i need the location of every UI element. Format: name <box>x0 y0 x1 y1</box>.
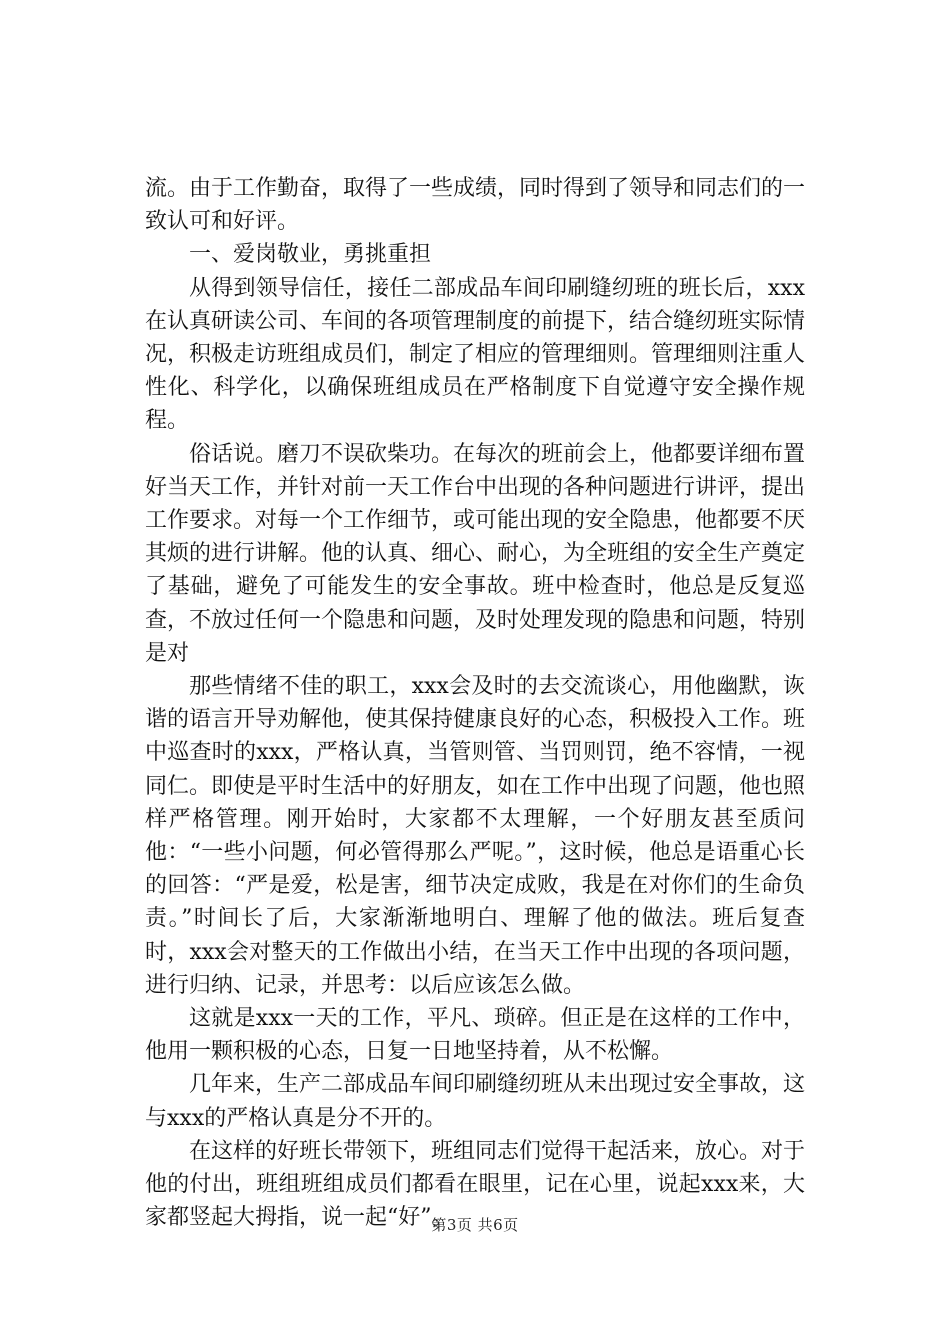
document-body <box>145 172 805 1235</box>
paragraph: 俗话说。磨刀不误砍柴功。在每次的班前会上，他都要详细布置好当天工作，并针对前一天工作台中出现的各种问题进行讲评，提出工作要求。对每一个工作细节，或可能出现的安全隐患，他都要不厌其烦的进行讲解。他的认真、细心、耐心，为全班组的安全生产奠定了基础，避免了可能发生的安全事故。班中检查时，他总是反复巡查，不放过任何一个隐患和问题，及时处理发现的隐患和问题，特别是对 <box>145 441 806 666</box>
paragraph: 那些情绪不佳的职工，xxx会及时的去交流谈心，用他幽默，诙谐的语言开导劝解他，使其保持健康良好的心态，积极投入工作。班中巡查时的xxx，严格认真，当管则管、当罚则罚，绝不容情，一视同仁。即使是平时生活中的好朋友，如在工作中出现了问题，他也照样严格管理。刚开始时，大家都不太理解，一个好朋友甚至质问他：“一些小问题，何必管得那么严呢。”，这时候，他总是语重心长的回答：“严是爱，松是害，细节决定成败，我是在对你们的生命负责。”时间长了后，大家渐渐地明白、理解了他的做法。班后复查时，xxx会对整天的工作做出小结，在当天工作中出现的各项问题，进行归纳、记录，并思考：以后应该怎么做。 <box>145 674 806 998</box>
paragraph: 流。由于工作勤奋，取得了一些成绩，同时得到了领导和同志们的一致认可和好评。 <box>145 176 806 235</box>
paragraph: 几年来，生产二部成品车间印刷缝纫班从未出现过安全事故，这与xxx的严格认真是分不开的。 <box>145 1072 806 1131</box>
paragraph: 从得到领导信任，接任二部成品车间印刷缝纫班的班长后，xxx在认真研读公司、车间的各项管理制度的前提下，结合缝纫班实际情况，积极走访班组成员们，制定了相应的管理细则。管理细则注重人性化、科学化，以确保班组成员在严格制度下自觉遵守安全操作规程。 <box>145 275 806 434</box>
paragraph: 在这样的好班长带领下，班组同志们觉得干起活来，放心。对于他的付出，班组班组成员们都看在眼里，记在心里，说起xxx来，大家都竖起大拇指，说一起“好”。 <box>145 1138 806 1231</box>
section-heading: 一、爱岗敬业，勇挑重担 <box>189 242 432 268</box>
page-number-footer: 第3页 共6页 <box>431 1216 519 1234</box>
paragraph: 这就是xxx一天的工作，平凡、琐碎。但正是在这样的工作中，他用一颗积极的心态，日复一日地坚持着，从不松懈。 <box>145 1006 805 1065</box>
